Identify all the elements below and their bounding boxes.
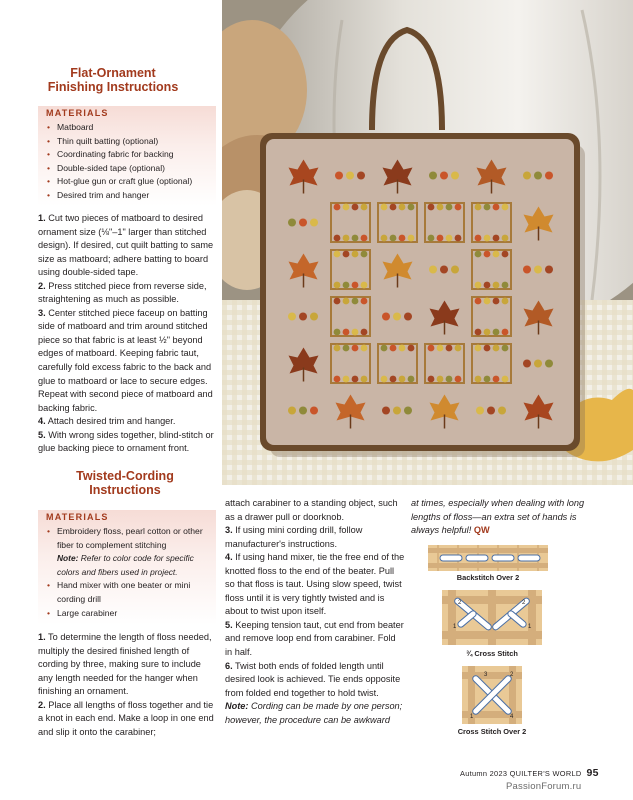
stitch-dot xyxy=(428,376,435,383)
stitch-dot xyxy=(408,376,415,383)
flat-material-item: • Desired trim and hanger xyxy=(46,189,216,203)
cording-materials-list xyxy=(46,525,216,620)
stitch-dot xyxy=(399,376,406,383)
stitch-dot xyxy=(484,235,491,242)
stitch-dot xyxy=(523,360,531,368)
flat-materials-heading: MATERIALS xyxy=(46,108,109,118)
stitch-dot xyxy=(288,313,296,321)
cording-note: Note: Cording can be made by one person; however, the procedure can be awkward xyxy=(225,701,403,725)
stitch-dot xyxy=(382,313,390,321)
stitch-dot xyxy=(545,172,553,180)
stitch-dot xyxy=(334,345,341,352)
tq-label: 1 xyxy=(528,624,532,630)
stitch-dot xyxy=(502,204,509,211)
flat-step: 4. Attach desired trim and hanger. xyxy=(38,416,176,427)
stitch-dot xyxy=(534,172,542,180)
three-quarter-cross-diagram xyxy=(442,590,542,645)
stitch-dot xyxy=(390,376,397,383)
cording-column-3 xyxy=(411,497,601,538)
flat-step: 1. Cut two pieces of matboard to desired ornament size (⅛"–1" larger than stitched design). If desired, cut quilt batting to same size as matboard; adhere batting to board using double-sided tape. xyxy=(38,213,214,278)
stitch-dot xyxy=(437,345,444,352)
stitch-dot xyxy=(334,282,341,289)
stitch-dot xyxy=(299,313,307,321)
cording-lead: attach carabiner to a standing object, such as a drawer pull or doorknob. xyxy=(225,498,398,522)
stitch-dot xyxy=(334,376,341,383)
stitch-dot xyxy=(343,298,350,305)
stitch-dot xyxy=(352,329,359,336)
cording-materials-heading: MATERIALS xyxy=(46,512,109,522)
stitch-dot xyxy=(446,204,453,211)
stitch-dot xyxy=(352,235,359,242)
cording-closing-text: at times, especially when dealing with long lengths of floss—an extra set of hands is always helpful! xyxy=(411,498,585,536)
materials-note: Note: Refer to color code for specific colors and fibers used in project. xyxy=(57,553,194,577)
cs-label: 4 xyxy=(510,714,514,720)
stitch-dot xyxy=(428,235,435,242)
stitch-dot xyxy=(493,235,500,242)
stitch-dot xyxy=(361,251,368,258)
stitch-dot xyxy=(399,235,406,242)
cording-material-item: • Large carabiner xyxy=(46,607,216,621)
stitch-dot xyxy=(393,313,401,321)
cording-column-1 xyxy=(38,631,218,739)
stitch-dot xyxy=(399,204,406,211)
stitch-dot xyxy=(534,360,542,368)
stitch-dot xyxy=(446,345,453,352)
stitch-dot xyxy=(502,282,509,289)
stitch-dot xyxy=(502,376,509,383)
stitch-dot xyxy=(487,407,495,415)
stitch-dot xyxy=(428,345,435,352)
flat-material-item: • Coordinating fabric for backing xyxy=(46,148,216,162)
stitch-dot xyxy=(334,251,341,258)
stitch-dot xyxy=(523,172,531,180)
cording-step: 4. If using hand mixer, tie the free end of the knotted floss to the end of the beater. Pull so that floss is taut. Using slow speed, twist floss until it is very tightly twisted and is about to twist upon itself. xyxy=(225,552,405,617)
cording-materials-box xyxy=(38,510,216,625)
flat-materials-list xyxy=(46,121,216,203)
stitch-dot xyxy=(343,251,350,258)
stitch-dot xyxy=(429,172,437,180)
stitch-dot xyxy=(361,204,368,211)
flat-materials-box xyxy=(38,106,216,206)
flat-instructions xyxy=(38,212,218,456)
page-number: 95 xyxy=(586,767,599,779)
stitch-dot xyxy=(408,345,415,352)
tq-label: 1 xyxy=(453,624,457,630)
stitch-dot xyxy=(455,204,462,211)
flat-material-item: • Matboard xyxy=(46,121,216,135)
stitch-dot xyxy=(393,407,401,415)
stitch-dot xyxy=(493,204,500,211)
stitch-dot xyxy=(437,204,444,211)
stitch-dot xyxy=(404,313,412,321)
stitch-dot xyxy=(361,376,368,383)
stitch-dot xyxy=(440,266,448,274)
stitch-dot xyxy=(334,235,341,242)
stitch-dot xyxy=(343,376,350,383)
flat-step: 5. With wrong sides together, blind-stitch or glue backing piece to ornament front. xyxy=(38,429,214,454)
tq-label: 2 xyxy=(458,600,462,606)
stitch-dot xyxy=(352,251,359,258)
flat-title-line2: Finishing Instructions xyxy=(47,80,179,94)
stitch-dot xyxy=(334,298,341,305)
cording-step: 6. Twist both ends of folded length until desired look is achieved. Tie ends opposite from folded end together to hold twist. xyxy=(225,660,401,698)
stitch-dot xyxy=(352,345,359,352)
cording-material-item: • Hand mixer with one beater or mini cording drill xyxy=(46,579,216,606)
stitch-dot xyxy=(484,298,491,305)
stitch-dot xyxy=(399,345,406,352)
stitch-dot xyxy=(493,251,500,258)
cs-label: 2 xyxy=(510,672,514,678)
stitch-dot xyxy=(310,407,318,415)
stitch-dot xyxy=(334,204,341,211)
stitch-dot xyxy=(352,298,359,305)
cross-stitch-diagram xyxy=(462,666,522,724)
stitch-dot xyxy=(446,376,453,383)
stitch-dot xyxy=(361,345,368,352)
cording-title xyxy=(30,469,220,497)
stitch-dot xyxy=(545,266,553,274)
backstitch-diagram xyxy=(428,545,548,571)
stitch-dot xyxy=(361,329,368,336)
stitch-dot xyxy=(343,329,350,336)
stitch-dot xyxy=(381,345,388,352)
stitch-dot xyxy=(361,298,368,305)
stitch-dot xyxy=(408,235,415,242)
cording-step: 5. Keeping tension taut, cut end from beater and remove loop end from carabiner. Fold in half. xyxy=(225,619,404,658)
stitch-dot xyxy=(352,376,359,383)
cording-step: 2. Place all lengths of floss together and tie a knot in each end. Make a loop in one end and slip it onto the carabiner; xyxy=(38,699,214,737)
stitch-dot xyxy=(502,329,509,336)
stitch-dot xyxy=(493,345,500,352)
flat-ornament-title xyxy=(18,66,208,94)
stitch-dot xyxy=(484,329,491,336)
cording-step: 3. If using mini cording drill, follow manufacturer's instructions. xyxy=(225,525,363,549)
stitch-dot xyxy=(343,204,350,211)
stitch-dot xyxy=(429,266,437,274)
flat-step: 2. Press stitched piece from reverse side, straightening as much as possible. xyxy=(38,280,207,305)
stitch-dot xyxy=(502,235,509,242)
stitch-dot xyxy=(475,282,482,289)
stitch-dot xyxy=(390,204,397,211)
stitch-dot xyxy=(502,298,509,305)
stitch-dot xyxy=(288,407,296,415)
stitch-dot xyxy=(484,204,491,211)
stitch-dot xyxy=(343,235,350,242)
stitch-dot xyxy=(455,376,462,383)
stitch-dot xyxy=(476,407,484,415)
stitch-dot xyxy=(382,407,390,415)
stitch-dot xyxy=(475,235,482,242)
stitch-dot xyxy=(357,172,365,180)
stitch-dot xyxy=(437,235,444,242)
stitch-dot xyxy=(346,172,354,180)
three-quarter-caption: ¾ Cross Stitch xyxy=(466,649,518,658)
stitch-dot xyxy=(451,266,459,274)
stitch-dot xyxy=(455,235,462,242)
stitch-dot xyxy=(475,376,482,383)
flat-material-item: • Double-sided tape (optional) xyxy=(46,162,216,176)
stitch-dot xyxy=(299,219,307,227)
stitch-dot xyxy=(498,407,506,415)
stitch-dot xyxy=(493,329,500,336)
stitch-dot xyxy=(381,204,388,211)
flat-step: 3. Center stitched piece faceup on batting side of matboard and trim around stitched piece so that fabric is at least ½" beyond edges of matboard. Keeping fabric taut, carefully fold excess fabric to the back and glue to matboard or lace to secure edges. Repeat with second piece of matboard and backing fabric. xyxy=(38,307,213,413)
cs-label: 3 xyxy=(484,672,488,678)
stitch-dot xyxy=(352,282,359,289)
qw-signoff: QW xyxy=(473,525,490,536)
stitch-dot xyxy=(381,235,388,242)
stitch-dot xyxy=(455,345,462,352)
stitch-dot xyxy=(502,251,509,258)
issue-label: Autumn 2023 QUILTER'S WORLD xyxy=(460,769,582,778)
cording-title-line2: Instructions xyxy=(89,483,161,497)
stitch-dot xyxy=(343,345,350,352)
cross-stitch-caption: Cross Stitch Over 2 xyxy=(457,727,527,736)
flat-material-item: • Thin quilt batting (optional) xyxy=(46,135,216,149)
stitch-dot xyxy=(428,204,435,211)
stitch-dot xyxy=(534,266,542,274)
cording-title-line1: Twisted-Cording xyxy=(76,469,174,483)
stitch-dot xyxy=(484,376,491,383)
stitch-dot xyxy=(288,219,296,227)
stitch-dot xyxy=(343,282,350,289)
ornament-photo xyxy=(222,0,633,485)
stitch-dot xyxy=(484,282,491,289)
stitch-dot xyxy=(437,376,444,383)
stitch-dot xyxy=(475,329,482,336)
stitch-dot xyxy=(334,329,341,336)
stitch-dot xyxy=(484,251,491,258)
stitch-dot xyxy=(335,172,343,180)
flat-title-line1: Flat-Ornament xyxy=(70,66,156,80)
cording-column-2 xyxy=(225,497,405,727)
stitch-dot xyxy=(446,235,453,242)
page-footer xyxy=(460,767,599,779)
stitch-dot xyxy=(361,235,368,242)
flat-material-item: • Hot-glue gun or craft glue (optional) xyxy=(46,175,216,189)
watermark: PassionForum.ru xyxy=(506,781,582,792)
stitch-dot xyxy=(484,345,491,352)
stitch-dot xyxy=(502,345,509,352)
backstitch-caption: Backstitch Over 2 xyxy=(456,573,520,582)
tq-label: 2 xyxy=(522,600,526,606)
stitch-dot xyxy=(310,219,318,227)
stitch-dot xyxy=(475,251,482,258)
stitch-dot xyxy=(493,282,500,289)
stitch-dot xyxy=(390,235,397,242)
stitch-dot xyxy=(310,313,318,321)
stitch-dot xyxy=(352,204,359,211)
cording-material-item: • Embroidery floss, pearl cotton or other fiber to complement stitching Note: Refer to color code for specific colors and fibers used in project. xyxy=(46,525,216,579)
stitch-dot xyxy=(475,345,482,352)
stitch-dot xyxy=(523,266,531,274)
cording-step: 1. To determine the length of floss needed, multiply the desired finished length of cording by three, making sure to include any length needed for the hanger when finishing an ornament. xyxy=(38,632,212,697)
stitch-dot xyxy=(493,376,500,383)
stitch-dot xyxy=(390,345,397,352)
stitch-dot xyxy=(451,172,459,180)
stitch-dot xyxy=(404,407,412,415)
stitch-dot xyxy=(381,376,388,383)
cs-label: 1 xyxy=(470,714,474,720)
stitch-dot xyxy=(408,204,415,211)
stitch-dot xyxy=(299,407,307,415)
stitch-dot xyxy=(493,298,500,305)
stitch-dot xyxy=(440,172,448,180)
stitch-dot xyxy=(361,282,368,289)
stitch-dot xyxy=(475,298,482,305)
stitch-dot xyxy=(475,204,482,211)
stitch-dot xyxy=(545,360,553,368)
